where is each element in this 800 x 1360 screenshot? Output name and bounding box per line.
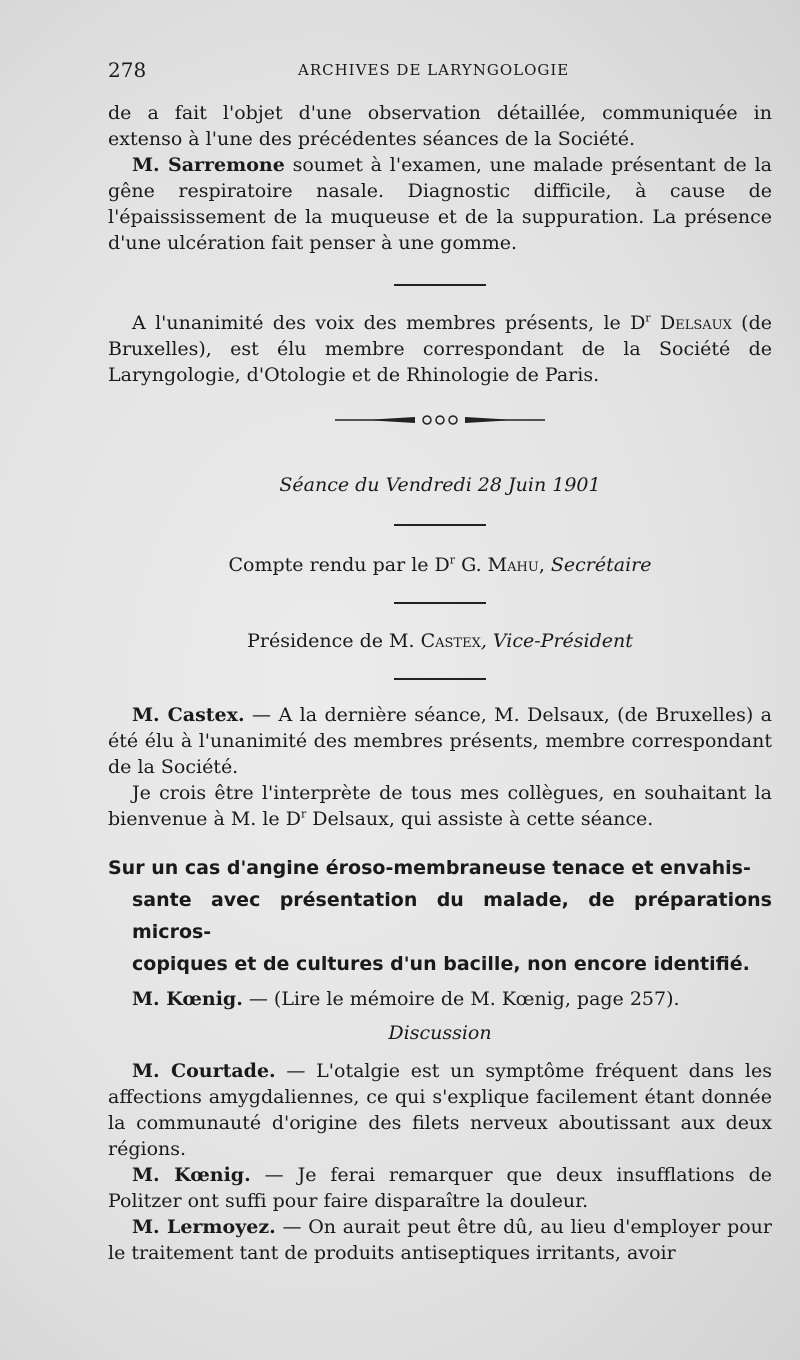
paragraph-election: A l'unanimité des voix des membres présents, le $D^r$ Delsaux (de Bruxelles), est élu membre correspondant de la Société de Laryngologie, d'Otologie et de Rhinologie de Paris. xyxy=(108,311,773,386)
speaker-name: M. Kœnig. xyxy=(132,988,243,1010)
paragraph-sarremone: M. Sarremone soumet à l'examen, une malade présentant de la gêne respiratoire nasale. Diagnostic difficile, à cause de l'épaississement de la muqueuse et de la suppuration. La présence d'une ulcération fait penser à une gomme. xyxy=(108,154,772,254)
speaker-name: M. Sarremone xyxy=(132,154,285,176)
paragraph-continuation: de a fait l'objet d'une observation détaillée, communiquée in extenso à l'une des précédentes séances de la Société. xyxy=(108,102,772,150)
running-title: ARCHIVES DE LARYNGOLOGIE xyxy=(298,61,570,79)
paragraph-koenig-memoir: M. Kœnig. — (Lire le mémoire de M. Kœnig, page 257). xyxy=(132,988,680,1010)
section-rule xyxy=(394,284,486,286)
article-title-line-2: sante avec présentation du malade, de préparations micros- xyxy=(132,889,772,943)
member-name: Delsaux xyxy=(659,312,732,334)
article-title-line-3: copiques et de cultures d'un bacille, non encore identifié. xyxy=(132,953,750,975)
paragraph-welcome: Je crois être l'interprète de tous mes collègues, en souhaitant la bienvenue à M. le $D^r$ Delsaux, qui assiste à cette séance. xyxy=(108,782,772,830)
session-rule-3 xyxy=(394,678,486,680)
report-line: Compte rendu par le $D^r$ G. Mahu, Secrétaire xyxy=(228,553,652,576)
paragraph-lermoyez: M. Lermoyez. — On aurait peut être dû, au lieu d'employer pour le traitement tant de produits antiseptiques irritants, avoir xyxy=(108,1216,773,1264)
speaker-name: M. Lermoyez. xyxy=(132,1216,276,1238)
article-title-line-1: Sur un cas d'angine éroso-membraneuse tenace et envahis- xyxy=(108,857,751,879)
article-title xyxy=(108,852,772,980)
discussion-heading: Discussion xyxy=(388,1022,492,1044)
paragraph-courtade: M. Courtade. — L'otalgie est un symptôme fréquent dans les affections amygdaliennes, ce qui s'explique facilement étant donnée la communauté d'origine des filets nerveux aboutissant aux deux régions. xyxy=(108,1060,772,1160)
page-body xyxy=(108,100,772,1266)
speaker-name: M. Castex. xyxy=(132,704,245,726)
page-header xyxy=(108,58,768,88)
fleuron-ornament xyxy=(335,414,545,426)
session-rule-1 xyxy=(394,524,486,526)
paragraph-castex: M. Castex. — A la dernière séance, M. Delsaux, (de Bruxelles) a été élu à l'unanimité des membres présents, membre correspondant de la Société. xyxy=(108,704,772,778)
speaker-name: M. Kœnig. xyxy=(132,1164,251,1186)
session-title: Séance du Vendredi 28 Juin 1901 xyxy=(279,474,601,496)
page-number: 278 xyxy=(108,58,147,82)
paragraph-koenig-reply: M. Kœnig. — Je ferai remarquer que deux insufflations de Politzer ont suffi pour faire disparaître la douleur. xyxy=(108,1164,773,1212)
presidency-line: Présidence de M. Castex, Vice-Président xyxy=(247,630,633,652)
speaker-name: M. Courtade. xyxy=(132,1060,276,1082)
session-rule-2 xyxy=(394,602,486,604)
